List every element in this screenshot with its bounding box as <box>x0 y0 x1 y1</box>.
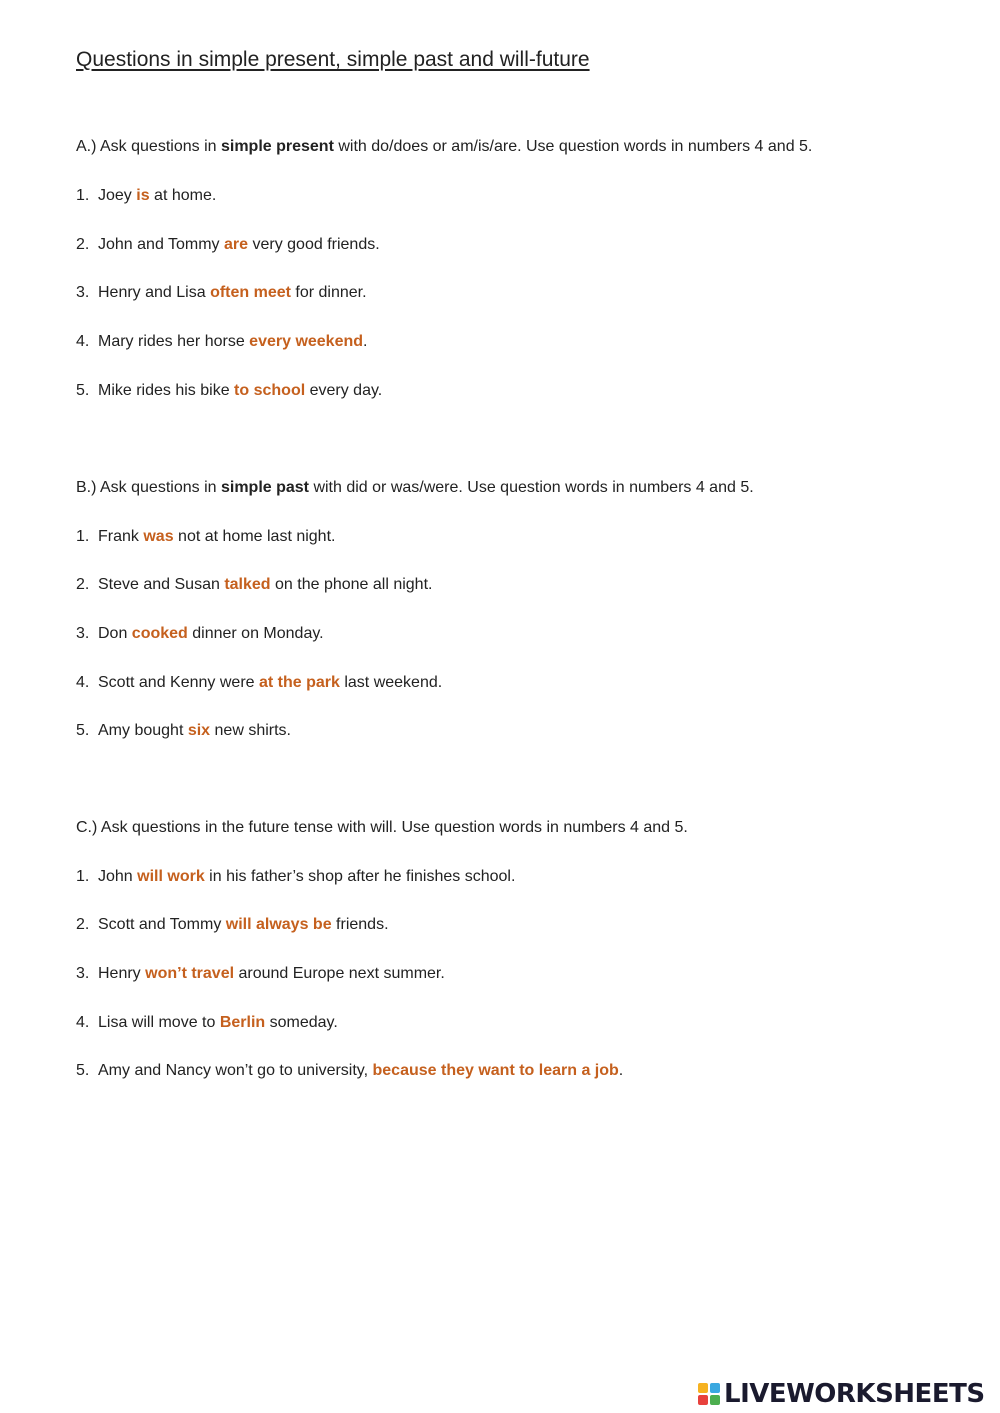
instruction-text: with did or was/were. Use question words in numbers 4 and 5. <box>309 479 754 496</box>
item-number: 1. <box>76 187 90 204</box>
page-title: Questions in simple present, simple past and will-future <box>76 48 590 71</box>
item-b2 <box>76 574 432 596</box>
item-text: Lisa will move to <box>98 1014 220 1031</box>
item-number: 1. <box>76 868 90 885</box>
item-number: 4. <box>76 1014 90 1031</box>
liveworksheets-logo[interactable] <box>698 1378 985 1410</box>
logo-tile <box>698 1395 708 1405</box>
logo-tiles-icon <box>698 1383 720 1405</box>
item-a3 <box>76 282 367 304</box>
item-number: 4. <box>76 333 90 350</box>
item-text: dinner on Monday. <box>187 625 324 642</box>
item-a4 <box>76 331 367 353</box>
item-number: 2. <box>76 236 90 253</box>
item-number: 4. <box>76 674 90 691</box>
item-text: Amy bought <box>98 722 188 739</box>
item-number: 5. <box>76 382 90 399</box>
item-a5 <box>76 380 382 402</box>
item-number: 2. <box>76 916 90 933</box>
highlighted-text: talked <box>224 576 271 593</box>
item-text: every day. <box>305 382 383 399</box>
logo-tile <box>698 1383 708 1393</box>
item-text: Don <box>98 625 132 642</box>
item-text: at home. <box>149 187 217 204</box>
item-c2 <box>76 914 389 936</box>
item-text: Joey <box>98 187 137 204</box>
highlighted-text: often meet <box>210 284 291 301</box>
item-text: in his father’s shop after he finishes school. <box>204 868 516 885</box>
item-c4 <box>76 1012 338 1034</box>
instruction-text: with do/does or am/is/are. Use question words in numbers 4 and 5. <box>333 138 813 155</box>
instruction-bold: simple present <box>220 138 334 155</box>
item-number: 3. <box>76 284 90 301</box>
item-text: around Europe next summer. <box>234 965 445 982</box>
highlighted-text: will always be <box>225 916 332 933</box>
item-c5 <box>76 1060 623 1082</box>
item-text: Scott and Kenny were <box>98 674 259 691</box>
item-text: for dinner. <box>290 284 367 301</box>
instruction-c <box>76 817 688 839</box>
highlighted-text: because they want to learn a job <box>372 1062 619 1079</box>
highlighted-text: will work <box>137 868 205 885</box>
item-text: John <box>98 868 138 885</box>
highlighted-text: is <box>136 187 150 204</box>
item-b3 <box>76 623 324 645</box>
highlighted-text: to school <box>234 382 306 399</box>
item-b1 <box>76 526 335 548</box>
item-text: Steve and Susan <box>98 576 225 593</box>
item-text: Henry <box>98 965 146 982</box>
logo-tile <box>710 1383 720 1393</box>
item-text: very good friends. <box>248 236 380 253</box>
item-a2 <box>76 234 380 256</box>
item-c3 <box>76 963 445 985</box>
item-number: 3. <box>76 625 90 642</box>
item-text: Scott and Tommy <box>98 916 226 933</box>
item-text: Amy and Nancy won’t go to university, <box>98 1062 373 1079</box>
highlighted-text: are <box>224 236 249 253</box>
item-b5 <box>76 720 291 742</box>
item-b4 <box>76 672 442 694</box>
highlighted-text: was <box>143 528 174 545</box>
item-number: 3. <box>76 965 90 982</box>
item-text: last weekend. <box>339 674 443 691</box>
instruction-bold: simple past <box>220 479 309 496</box>
highlighted-text: six <box>187 722 211 739</box>
highlighted-text: won’t travel <box>145 965 235 982</box>
instruction-b <box>76 477 754 499</box>
item-text: Frank <box>98 528 144 545</box>
item-c1 <box>76 866 515 888</box>
item-text: new shirts. <box>210 722 291 739</box>
item-text: not at home last night. <box>173 528 336 545</box>
item-text: Mike rides his bike <box>98 382 235 399</box>
highlighted-text: cooked <box>131 625 188 642</box>
highlighted-text: every weekend <box>249 333 364 350</box>
instruction-text: B.) Ask questions in <box>76 479 221 496</box>
item-text: . <box>618 1062 624 1079</box>
highlighted-text: at the park <box>258 674 340 691</box>
instruction-text: C.) Ask questions in the future tense with will. Use question words in numbers 4 and 5. <box>76 819 688 836</box>
item-text: friends. <box>331 916 389 933</box>
item-text: Mary rides her horse <box>98 333 250 350</box>
item-number: 2. <box>76 576 90 593</box>
item-text: on the phone all night. <box>270 576 433 593</box>
item-text: John and Tommy <box>98 236 224 253</box>
highlighted-text: Berlin <box>219 1014 266 1031</box>
instruction-text: A.) Ask questions in <box>76 138 221 155</box>
item-a1 <box>76 185 216 207</box>
logo-tile <box>710 1395 720 1405</box>
item-number: 5. <box>76 722 90 739</box>
item-text: . <box>363 333 368 350</box>
item-number: 1. <box>76 528 90 545</box>
instruction-a <box>76 136 812 158</box>
item-number: 5. <box>76 1062 90 1079</box>
item-text: Henry and Lisa <box>98 284 211 301</box>
logo-text: LIVEWORKSHEETS <box>724 1379 985 1409</box>
item-text: someday. <box>265 1014 338 1031</box>
